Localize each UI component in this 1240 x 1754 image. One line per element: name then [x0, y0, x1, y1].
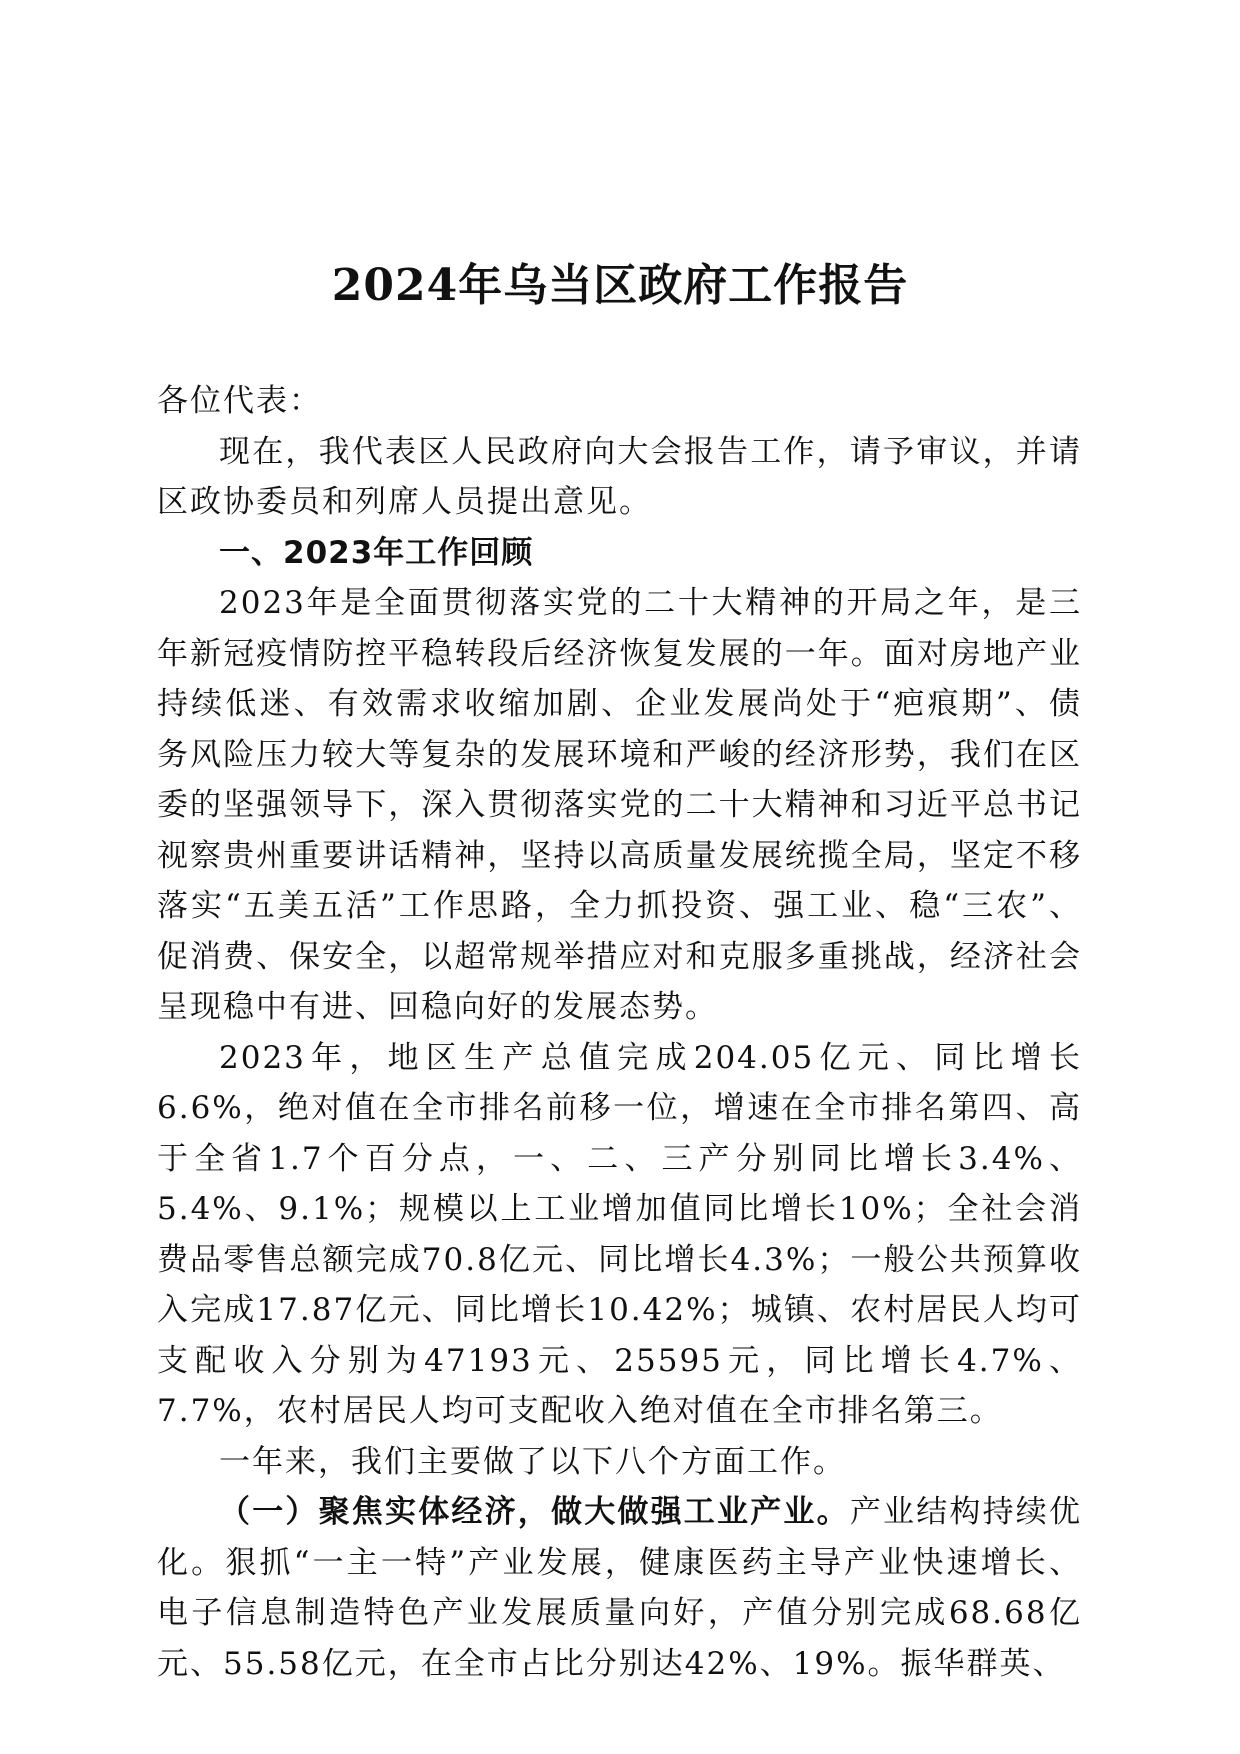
section-heading: 一、2023年工作回顾 — [219, 534, 534, 571]
subsection-paragraph — [157, 1487, 1082, 1689]
intro-paragraph: 现在，我代表区人民政府向大会报告工作，请予审议，并请区政协委员和列席人员提出意见。 — [157, 433, 1082, 520]
paragraph: 一年来，我们主要做了以下八个方面工作。 — [219, 1443, 846, 1480]
document-body — [157, 376, 1082, 1689]
document-title: 2024年乌当区政府工作报告 — [331, 260, 909, 311]
salutation: 各位代表： — [157, 383, 322, 419]
paragraph: 2023年是全面贯彻落实党的二十大精神的开局之年，是三年新冠疫情防控平稳转段后经济恢复发展的一年。面对房地产业持续低迷、有效需求收缩加剧、企业发展尚处于“疤痕期”、债务风险压力较大等复杂的发展环境和严峻的经济形势，我们在区委的坚强领导下，深入贯彻落实党的二十大精神和习近平总书记视察贵州重要讲话精神，坚持以高质量发展统揽全局，坚定不移落实“五美五活”工作思路，全力抓投资、强工业、稳“三农”、促消费、保安全，以超常规举措应对和克服多重挑战，经济社会呈现稳中有进、回稳向好的发展态势。 — [157, 585, 1082, 1025]
paragraph: 2023年，地区生产总值完成204.05亿元、同比增长6.6%，绝对值在全市排名前移一位，增速在全市排名第四、高于全省1.7个百分点，一、二、三产分别同比增长3.4%、5.4%、9.1%；规模以上工业增加值同比增长10%；全社会消费品零售总额完成70.8亿元、同比增长4.3%；一般公共预算收入完成17.87亿元、同比增长10.42%；城镇、农村居民人均可支配收入分别为47193元、25595元，同比增长4.7%、7.7%，农村居民人均可支配收入绝对值在全市排名第三。 — [157, 1039, 1082, 1429]
subsection-heading: （一）聚焦实体经济，做大做强工业产业。 — [219, 1494, 850, 1530]
subsection-text: 产业结构持续优化。狠抓“一主一特”产业发展，健康医药主导产业快速增长、电子信息制造特色产业发展质量向好，产值分别完成68.68亿元、55.58亿元，在全市占比分别达42%、19%。振华群英、 — [157, 1494, 1083, 1682]
